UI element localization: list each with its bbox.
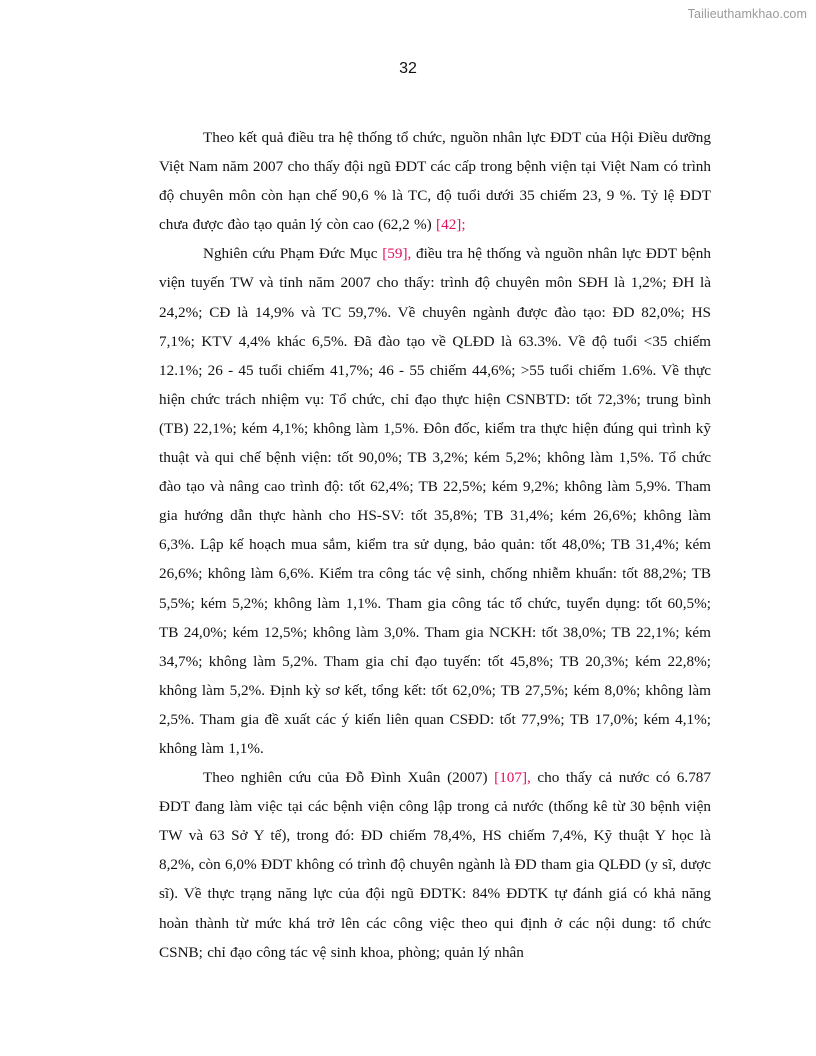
citation-link[interactable]: [59], bbox=[382, 245, 412, 263]
paragraph-3 bbox=[159, 763, 711, 967]
paragraph-text: Nghiên cứu Phạm Đức Mục bbox=[203, 245, 383, 263]
page-number: 32 bbox=[399, 60, 417, 77]
citation-link[interactable]: [42]; bbox=[436, 216, 466, 234]
paragraph-2 bbox=[159, 239, 711, 763]
paragraph-text: điều tra hệ thống và nguồn nhân lực ĐDT bệnh viện tuyến TW và tỉnh năm 2007 cho thấy: trình độ chuyên môn SĐH là 1,2%; ĐH là 24,2%; CĐ là 14,9% và TC 59,7%. Về chuyên ngành được đào tạo: ĐD 82,0%; HS 7,1%; KTV 4,4% khác 6,5%. Đã đào tạo về QLĐD là 63.3%. Về độ tuổi <35 chiếm 12.1%; 26 - 45 tuổi chiếm 41,7%; 46 - 55 chiếm 44,6%; >55 tuổi chiếm 1.6%. Về thực hiện chức trách nhiệm vụ: Tổ chức, chỉ đạo thực hiện CSNBTD: tốt 72,3%; trung bình (TB) 22,1%; kém 4,1%; không làm 1,5%. Đôn đốc, kiểm tra thực hiện đúng qui trình kỹ thuật và qui chế bệnh viện: tốt 90,0%; TB 3,2%; kém 5,2%; không làm 1,5%. Tổ chức đào tạo và nâng cao trình độ: tốt 62,4%; TB 22,5%; kém 9,2%; không làm 5,9%. Tham gia hướng dẫn thực hành cho HS-SV: tốt 35,8%; TB 31,4%; kém 26,6%; không làm 6,3%. Lập kế hoạch mua sắm, kiểm tra sử dụng, bảo quản: tốt 48,0%; TB 31,4%; kém 26,6%; không làm 6,6%. Kiểm tra công tác vệ sinh, chống nhiễm khuẩn: tốt 88,2%; TB 5,5%; kém 5,2%; không làm 1,1%. Tham gia công tác tổ chức, tuyển dụng: tốt 60,5%; TB 24,0%; kém 12,5%; không làm 3,0%. Tham gia NCKH: tốt 38,0%; TB 22,1%; kém 34,7%; không làm 5,2%. Tham gia chỉ đạo tuyến: tốt 45,8%; TB 20,3%; kém 22,8%; không làm 5,2%. Định kỳ sơ kết, tổng kết: tốt 62,0%; TB 27,5%; kém 8,0%; không làm 2,5%. Tham gia đề xuất các ý kiến liên quan CSĐD: tốt 77,9%; TB 17,0%; kém 4,1%; không làm 1,1%. bbox=[159, 245, 711, 757]
watermark-text: Tailieuthamkhao.com bbox=[687, 7, 807, 21]
citation-link[interactable]: [107], bbox=[494, 769, 531, 787]
paragraph-text: Theo nghiên cứu của Đỗ Đình Xuân (2007) bbox=[203, 769, 495, 787]
paragraph-text: cho thấy cả nước có 6.787 ĐDT đang làm việc tại các bệnh viện công lập trong cả nước (thống kê từ 30 bệnh viện TW và 63 Sở Y tế), trong đó: ĐD chiếm 78,4%, HS chiếm 7,4%, Kỹ thuật Y học là 8,2%, còn 6,0% ĐDT không có trình độ chuyên ngành là ĐD tham gia QLĐD (y sĩ, dược sĩ). Về thực trạng năng lực của đội ngũ ĐDTK: 84% ĐDTK tự đánh giá có khả năng hoàn thành từ mức khá trở lên các công việc theo qui định ở các nội dung: tổ chức CSNB; chỉ đạo công tác vệ sinh khoa, phòng; quản lý nhân bbox=[159, 769, 711, 961]
document-body bbox=[159, 123, 711, 967]
paragraph-text: Theo kết quả điều tra hệ thống tổ chức, nguồn nhân lực ĐDT của Hội Điều dưỡng Việt Nam năm 2007 cho thấy đội ngũ ĐDT các cấp trong bệnh viện tại Việt Nam có trình độ chuyên môn còn hạn chế 90,6 % là TC, độ tuổi dưới 35 chiếm 23, 9 %. Tỷ lệ ĐDT chưa được đào tạo quản lý còn cao (62,2 %) bbox=[159, 129, 711, 234]
paragraph-1 bbox=[159, 123, 711, 239]
